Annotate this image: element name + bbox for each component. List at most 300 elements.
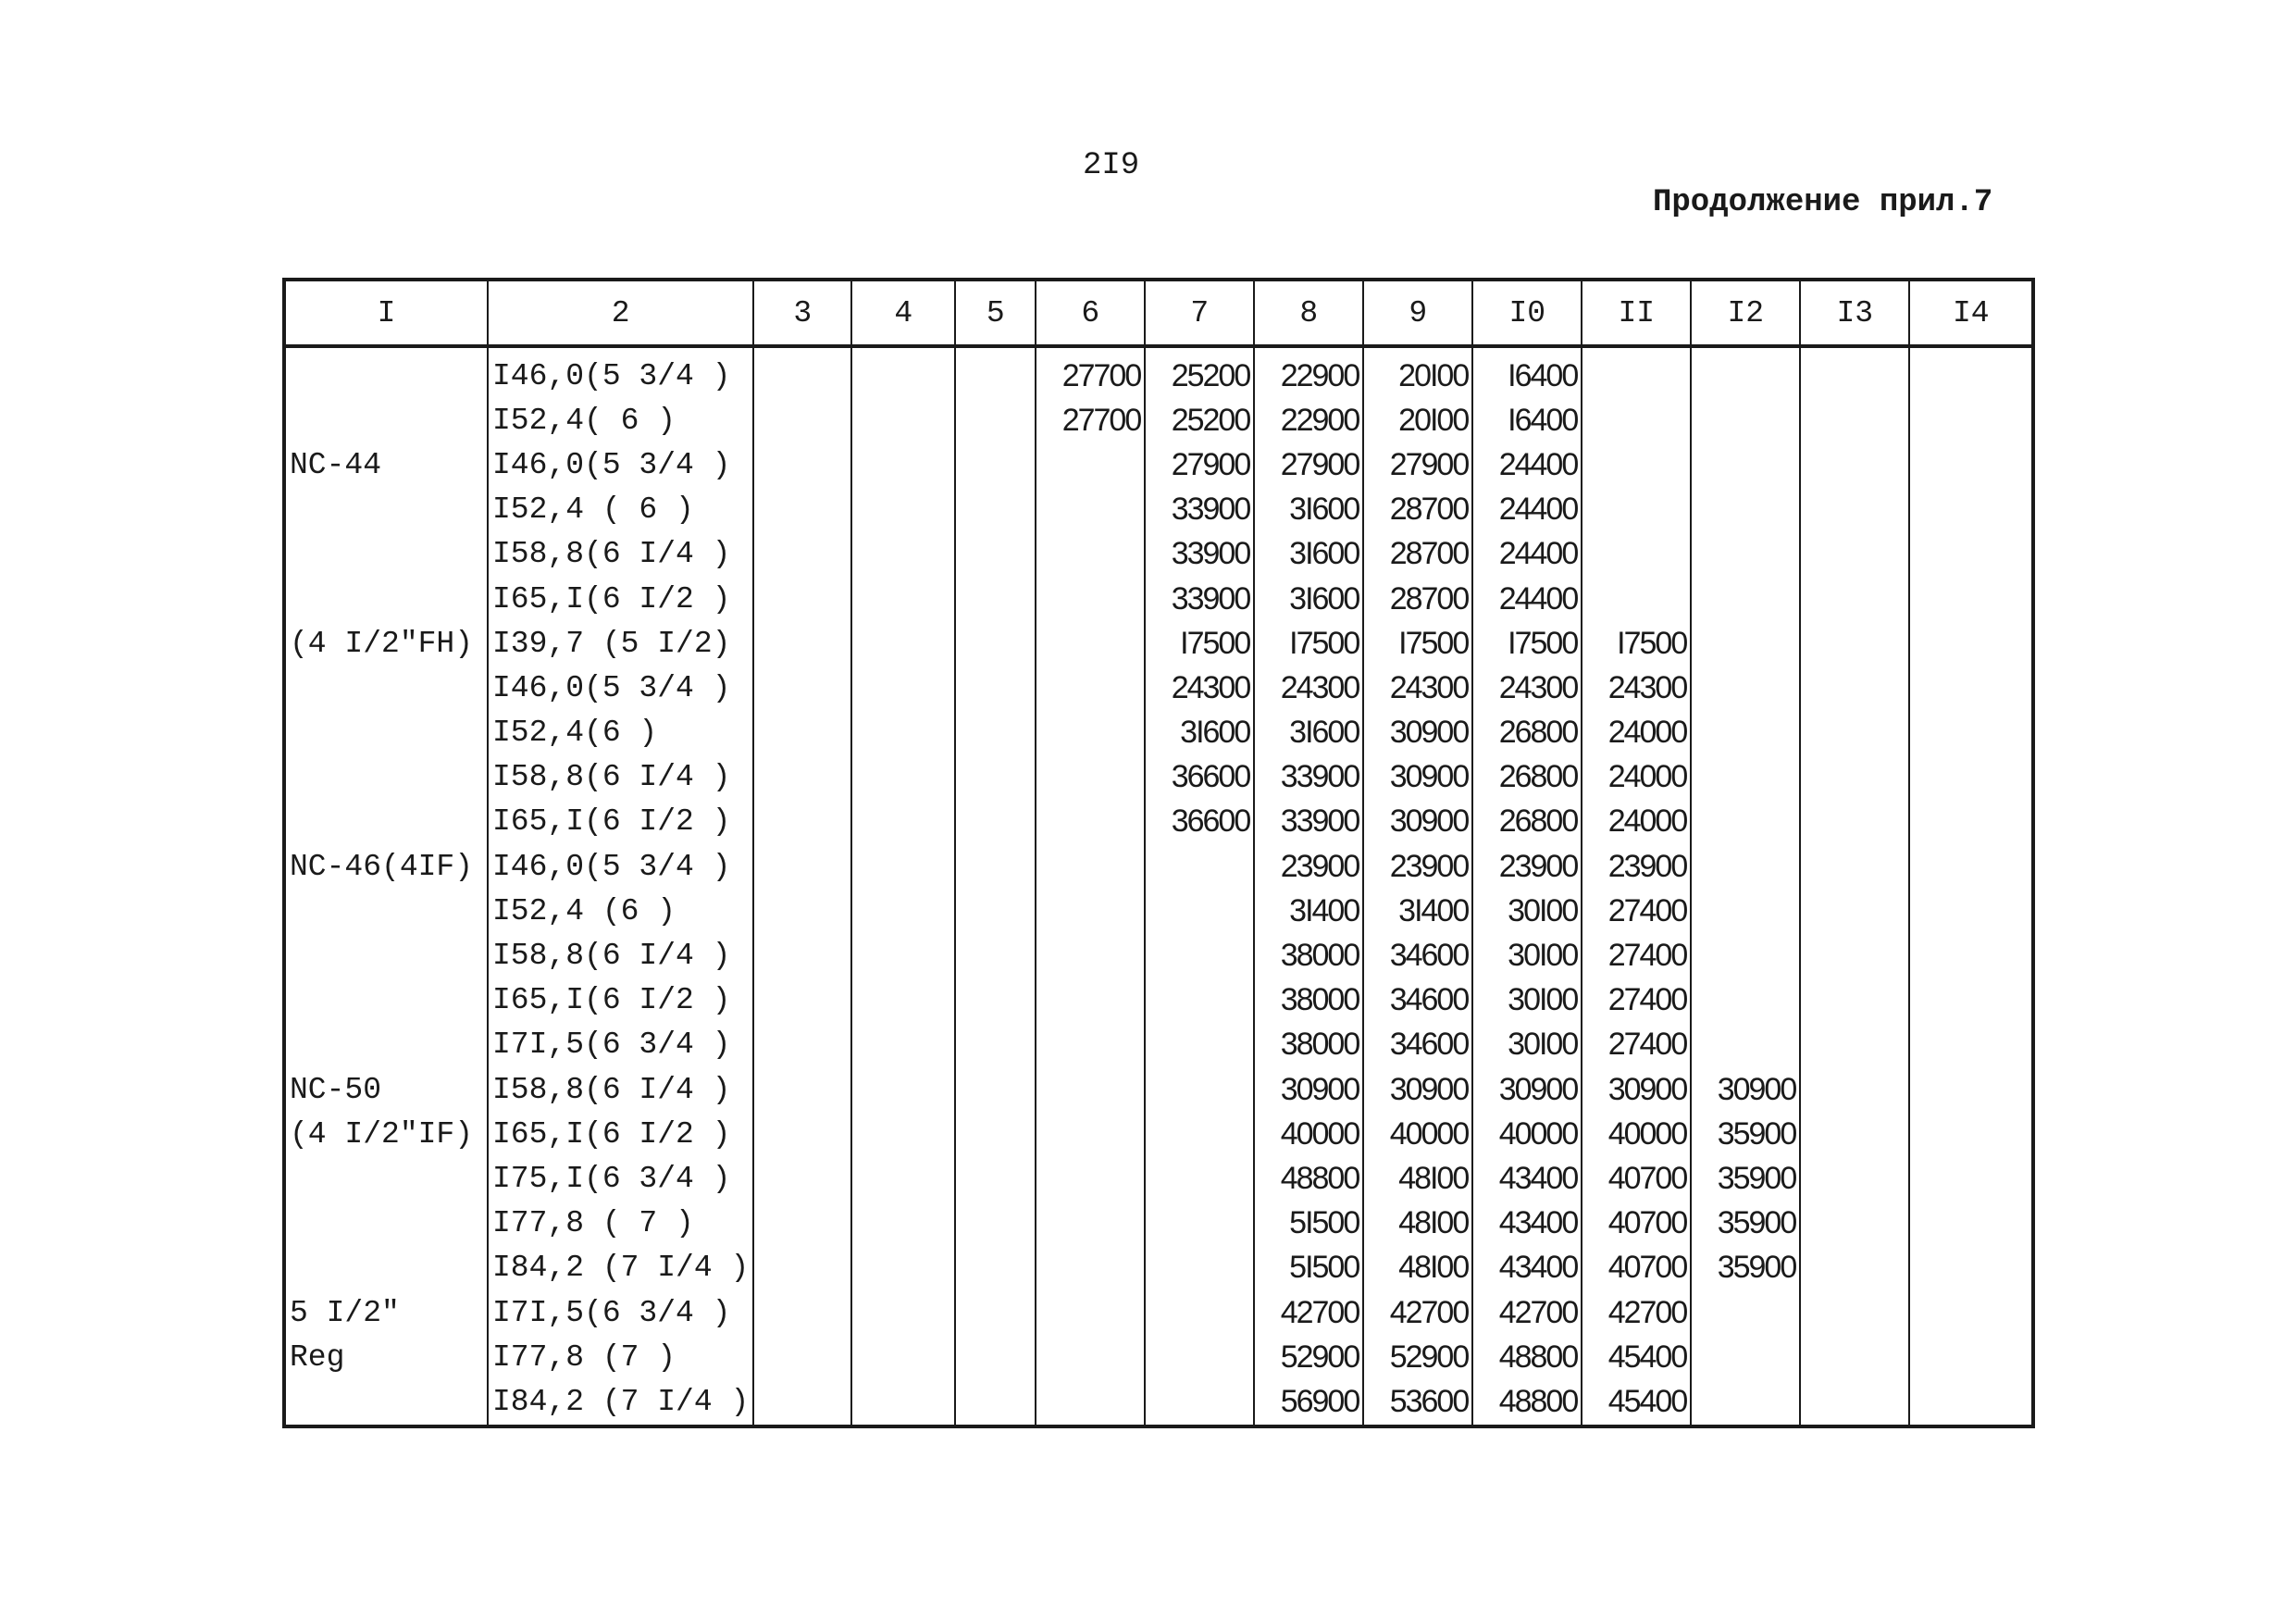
thread-type-cell [284, 666, 488, 710]
value-cell [1036, 442, 1145, 487]
value-cell [851, 1290, 955, 1335]
value-cell: 24400 [1472, 532, 1582, 577]
value-cell [1691, 1290, 1800, 1335]
thread-type-cell: 5 I/2" [284, 1290, 488, 1335]
value-cell [753, 1112, 851, 1156]
value-cell: 3I600 [1145, 711, 1254, 755]
value-cell [1691, 621, 1800, 666]
value-cell [851, 1156, 955, 1201]
value-cell [1145, 844, 1254, 889]
value-cell [753, 1023, 851, 1067]
value-cell: 30I00 [1472, 889, 1582, 933]
value-cell [955, 844, 1036, 889]
value-cell [955, 532, 1036, 577]
thread-type-cell [284, 1023, 488, 1067]
value-cell [1800, 532, 1909, 577]
value-cell: 24000 [1582, 711, 1691, 755]
thread-type-cell: Reg [284, 1335, 488, 1379]
value-cell [1909, 442, 2033, 487]
value-cell [1036, 1112, 1145, 1156]
thread-type-cell [284, 755, 488, 800]
value-cell: 33900 [1145, 577, 1254, 621]
value-cell [753, 577, 851, 621]
value-cell [1145, 1335, 1254, 1379]
value-cell: 25200 [1145, 398, 1254, 442]
value-cell: 42700 [1363, 1290, 1472, 1335]
value-cell [1691, 711, 1800, 755]
value-cell: 23900 [1582, 844, 1691, 889]
value-cell [1800, 1112, 1909, 1156]
value-cell [1036, 1246, 1145, 1290]
value-cell: 27400 [1582, 978, 1691, 1023]
table-row [284, 1246, 2033, 1290]
value-cell: I6400 [1472, 346, 1582, 398]
value-cell [1145, 1246, 1254, 1290]
value-cell [1582, 346, 1691, 398]
value-cell [753, 346, 851, 398]
value-cell: 23900 [1254, 844, 1363, 889]
value-cell: 27900 [1254, 442, 1363, 487]
value-cell [851, 1067, 955, 1112]
value-cell [1582, 577, 1691, 621]
value-cell [1800, 800, 1909, 844]
value-cell: 34600 [1363, 933, 1472, 978]
table-row [284, 1379, 2033, 1426]
value-cell [1800, 666, 1909, 710]
value-cell: 26800 [1472, 800, 1582, 844]
value-cell [1800, 978, 1909, 1023]
value-cell [1800, 755, 1909, 800]
value-cell: I7500 [1582, 621, 1691, 666]
value-cell: 53600 [1363, 1379, 1472, 1426]
value-cell [753, 442, 851, 487]
header-row [284, 280, 2033, 346]
value-cell: 35900 [1691, 1156, 1800, 1201]
value-cell: 24000 [1582, 800, 1691, 844]
value-cell [1909, 1067, 2033, 1112]
value-cell [955, 1246, 1036, 1290]
value-cell [1145, 889, 1254, 933]
value-cell [1800, 844, 1909, 889]
value-cell [955, 1112, 1036, 1156]
value-cell [1800, 1156, 1909, 1201]
value-cell [1036, 844, 1145, 889]
continuation-heading: Продолжение прил.7 [1653, 185, 1993, 220]
value-cell [1036, 800, 1145, 844]
value-cell: 30900 [1691, 1067, 1800, 1112]
value-cell [1582, 488, 1691, 532]
value-cell [955, 1023, 1036, 1067]
column-header-5: 5 [955, 280, 1036, 346]
value-cell: 38000 [1254, 1023, 1363, 1067]
value-cell: 35900 [1691, 1246, 1800, 1290]
value-cell: 27400 [1582, 1023, 1691, 1067]
value-cell [753, 978, 851, 1023]
diameter-cell: I58,8(6 I/4 ) [488, 755, 753, 800]
table-row [284, 442, 2033, 487]
value-cell: 48I00 [1363, 1246, 1472, 1290]
value-cell [1909, 666, 2033, 710]
value-cell: 45400 [1582, 1379, 1691, 1426]
diameter-cell: I65,I(6 I/2 ) [488, 577, 753, 621]
thread-type-cell [284, 346, 488, 398]
value-cell [753, 488, 851, 532]
page-number: 2I9 [1083, 148, 1140, 183]
value-cell: I7500 [1363, 621, 1472, 666]
table-row [284, 1023, 2033, 1067]
value-cell [1691, 577, 1800, 621]
value-cell [955, 1067, 1036, 1112]
value-cell: 27400 [1582, 889, 1691, 933]
value-cell [1691, 755, 1800, 800]
value-cell [753, 398, 851, 442]
value-cell [1909, 1379, 2033, 1426]
value-cell: 23900 [1363, 844, 1472, 889]
value-cell [1036, 1067, 1145, 1112]
value-cell: 48I00 [1363, 1156, 1472, 1201]
value-cell: 27900 [1145, 442, 1254, 487]
value-cell: 30900 [1363, 711, 1472, 755]
value-cell [1909, 1112, 2033, 1156]
table-row [284, 889, 2033, 933]
thread-type-cell [284, 978, 488, 1023]
value-cell [753, 1202, 851, 1246]
value-cell [1036, 1335, 1145, 1379]
diameter-cell: I52,4(6 ) [488, 711, 753, 755]
value-cell [955, 346, 1036, 398]
value-cell [1691, 398, 1800, 442]
value-cell: 35900 [1691, 1202, 1800, 1246]
value-cell: 20I00 [1363, 346, 1472, 398]
value-cell [1800, 398, 1909, 442]
value-cell [1800, 621, 1909, 666]
value-cell [1800, 711, 1909, 755]
value-cell [1145, 1156, 1254, 1201]
value-cell [1691, 488, 1800, 532]
diameter-cell: I46,0(5 3/4 ) [488, 666, 753, 710]
column-header-8: 8 [1254, 280, 1363, 346]
diameter-cell: I52,4 (6 ) [488, 889, 753, 933]
value-cell: 3I600 [1254, 532, 1363, 577]
table-body [284, 346, 2033, 1426]
value-cell: 34600 [1363, 978, 1472, 1023]
value-cell [1909, 488, 2033, 532]
value-cell: 24000 [1582, 755, 1691, 800]
value-cell: 43400 [1472, 1202, 1582, 1246]
thread-type-cell: (4 I/2"FH) [284, 621, 488, 666]
value-cell [1036, 621, 1145, 666]
value-cell [753, 1156, 851, 1201]
value-cell: 28700 [1363, 532, 1472, 577]
thread-type-cell: NC-44 [284, 442, 488, 487]
table-row [284, 577, 2033, 621]
value-cell [1800, 1335, 1909, 1379]
value-cell: 56900 [1254, 1379, 1363, 1426]
thread-type-cell [284, 889, 488, 933]
value-cell [1036, 1202, 1145, 1246]
value-cell [1691, 978, 1800, 1023]
value-cell [1145, 933, 1254, 978]
value-cell [1691, 889, 1800, 933]
value-cell [1800, 577, 1909, 621]
thread-type-cell [284, 1202, 488, 1246]
value-cell [1909, 1023, 2033, 1067]
diameter-cell: I7I,5(6 3/4 ) [488, 1290, 753, 1335]
value-cell [1800, 889, 1909, 933]
value-cell [851, 1202, 955, 1246]
value-cell [1145, 1290, 1254, 1335]
table-row [284, 1156, 2033, 1201]
value-cell [955, 755, 1036, 800]
value-cell [1691, 1335, 1800, 1379]
value-cell [1909, 755, 2033, 800]
value-cell [1691, 532, 1800, 577]
thread-type-cell [284, 577, 488, 621]
column-header-11: II [1582, 280, 1691, 346]
value-cell: 36600 [1145, 755, 1254, 800]
value-cell: 42700 [1472, 1290, 1582, 1335]
value-cell: 48I00 [1363, 1202, 1472, 1246]
value-cell [1691, 442, 1800, 487]
diameter-cell: I52,4 ( 6 ) [488, 488, 753, 532]
data-table [282, 278, 2035, 1428]
value-cell [753, 1246, 851, 1290]
value-cell [1145, 1067, 1254, 1112]
diameter-cell: I84,2 (7 I/4 ) [488, 1246, 753, 1290]
value-cell [955, 1290, 1036, 1335]
thread-type-cell [284, 800, 488, 844]
thread-type-cell [284, 398, 488, 442]
value-cell [1036, 577, 1145, 621]
table-row [284, 1067, 2033, 1112]
value-cell [1691, 844, 1800, 889]
diameter-cell: I84,2 (7 I/4 ) [488, 1379, 753, 1426]
value-cell: 40000 [1472, 1112, 1582, 1156]
table-row [284, 621, 2033, 666]
value-cell [753, 933, 851, 978]
value-cell [753, 1067, 851, 1112]
value-cell: 40000 [1582, 1112, 1691, 1156]
value-cell: 28700 [1363, 577, 1472, 621]
value-cell [851, 621, 955, 666]
value-cell [955, 577, 1036, 621]
value-cell [955, 666, 1036, 710]
value-cell: 30I00 [1472, 1023, 1582, 1067]
value-cell: 40000 [1363, 1112, 1472, 1156]
value-cell: I7500 [1254, 621, 1363, 666]
value-cell: 27700 [1036, 398, 1145, 442]
column-header-14: I4 [1909, 280, 2033, 346]
table-row [284, 666, 2033, 710]
value-cell: I7500 [1472, 621, 1582, 666]
value-cell [1909, 711, 2033, 755]
value-cell [1909, 532, 2033, 577]
value-cell: 24400 [1472, 442, 1582, 487]
value-cell [955, 621, 1036, 666]
value-cell [955, 978, 1036, 1023]
value-cell: 22900 [1254, 346, 1363, 398]
value-cell: 27400 [1582, 933, 1691, 978]
diameter-cell: I58,8(6 I/4 ) [488, 532, 753, 577]
value-cell [753, 755, 851, 800]
diameter-cell: I77,8 (7 ) [488, 1335, 753, 1379]
value-cell [1691, 1023, 1800, 1067]
value-cell: 30900 [1254, 1067, 1363, 1112]
diameter-cell: I65,I(6 I/2 ) [488, 978, 753, 1023]
value-cell [753, 889, 851, 933]
value-cell [1582, 532, 1691, 577]
value-cell [1800, 1246, 1909, 1290]
value-cell [753, 532, 851, 577]
value-cell: 33900 [1254, 755, 1363, 800]
value-cell [851, 978, 955, 1023]
value-cell: 40700 [1582, 1246, 1691, 1290]
value-cell [1800, 1023, 1909, 1067]
column-header-9: 9 [1363, 280, 1472, 346]
value-cell: 33900 [1254, 800, 1363, 844]
column-header-6: 6 [1036, 280, 1145, 346]
value-cell: 20I00 [1363, 398, 1472, 442]
value-cell [1145, 978, 1254, 1023]
value-cell: 43400 [1472, 1246, 1582, 1290]
diameter-cell: I52,4( 6 ) [488, 398, 753, 442]
value-cell: 23900 [1472, 844, 1582, 889]
thread-type-cell [284, 1156, 488, 1201]
value-cell [1909, 978, 2033, 1023]
value-cell [1691, 1379, 1800, 1426]
value-cell: 3I400 [1254, 889, 1363, 933]
value-cell [851, 889, 955, 933]
value-cell [1036, 978, 1145, 1023]
value-cell [1145, 1112, 1254, 1156]
thread-type-cell [284, 933, 488, 978]
diameter-cell: I46,0(5 3/4 ) [488, 844, 753, 889]
value-cell [1909, 1246, 2033, 1290]
table-row [284, 978, 2033, 1023]
value-cell: 24400 [1472, 577, 1582, 621]
thread-type-cell [284, 711, 488, 755]
value-cell: 38000 [1254, 978, 1363, 1023]
value-cell [1800, 488, 1909, 532]
thread-type-cell: (4 I/2"IF) [284, 1112, 488, 1156]
diameter-cell: I7I,5(6 3/4 ) [488, 1023, 753, 1067]
diameter-cell: I65,I(6 I/2 ) [488, 1112, 753, 1156]
value-cell: 40000 [1254, 1112, 1363, 1156]
value-cell [1582, 398, 1691, 442]
value-cell [1800, 1379, 1909, 1426]
value-cell [1800, 933, 1909, 978]
value-cell: 26800 [1472, 755, 1582, 800]
value-cell: 36600 [1145, 800, 1254, 844]
table-row [284, 398, 2033, 442]
diameter-cell: I58,8(6 I/4 ) [488, 933, 753, 978]
value-cell: I7500 [1145, 621, 1254, 666]
value-cell [753, 1290, 851, 1335]
value-cell [1036, 1290, 1145, 1335]
value-cell [1909, 398, 2033, 442]
table-row [284, 1290, 2033, 1335]
thread-type-cell [284, 488, 488, 532]
value-cell [851, 755, 955, 800]
value-cell: 35900 [1691, 1112, 1800, 1156]
table-row [284, 488, 2033, 532]
value-cell [851, 1112, 955, 1156]
value-cell: 33900 [1145, 532, 1254, 577]
value-cell: 30I00 [1472, 933, 1582, 978]
value-cell [851, 1379, 955, 1426]
value-cell: 38000 [1254, 933, 1363, 978]
value-cell [955, 398, 1036, 442]
column-header-3: 3 [753, 280, 851, 346]
value-cell [851, 711, 955, 755]
value-cell [955, 889, 1036, 933]
value-cell: 3I600 [1254, 711, 1363, 755]
value-cell: 48800 [1254, 1156, 1363, 1201]
value-cell [851, 1246, 955, 1290]
value-cell: 30900 [1363, 1067, 1472, 1112]
value-cell: 24300 [1254, 666, 1363, 710]
value-cell [955, 1202, 1036, 1246]
value-cell [851, 577, 955, 621]
value-cell [1909, 933, 2033, 978]
value-cell: 30900 [1472, 1067, 1582, 1112]
value-cell [1909, 844, 2033, 889]
value-cell [1909, 800, 2033, 844]
value-cell: 40700 [1582, 1202, 1691, 1246]
diameter-cell: I39,7 (5 I/2) [488, 621, 753, 666]
value-cell [1800, 1202, 1909, 1246]
value-cell [955, 1379, 1036, 1426]
column-header-10: I0 [1472, 280, 1582, 346]
value-cell [1036, 755, 1145, 800]
value-cell: 52900 [1254, 1335, 1363, 1379]
column-header-7: 7 [1145, 280, 1254, 346]
value-cell [1800, 346, 1909, 398]
table-row [284, 711, 2033, 755]
value-cell [753, 1335, 851, 1379]
value-cell: I6400 [1472, 398, 1582, 442]
value-cell: 34600 [1363, 1023, 1472, 1067]
value-cell [1909, 577, 2033, 621]
value-cell [1909, 1202, 2033, 1246]
value-cell [1036, 1379, 1145, 1426]
table-row [284, 1202, 2033, 1246]
table-row [284, 1335, 2033, 1379]
value-cell: 28700 [1363, 488, 1472, 532]
value-cell [1800, 1067, 1909, 1112]
value-cell [1036, 1156, 1145, 1201]
value-cell: 33900 [1145, 488, 1254, 532]
value-cell [851, 666, 955, 710]
thread-type-cell [284, 1379, 488, 1426]
value-cell: 24400 [1472, 488, 1582, 532]
value-cell: 3I600 [1254, 577, 1363, 621]
diameter-cell: I46,0(5 3/4 ) [488, 442, 753, 487]
value-cell [753, 800, 851, 844]
value-cell [1691, 933, 1800, 978]
thread-type-cell: NC-46(4IF) [284, 844, 488, 889]
value-cell [1145, 1202, 1254, 1246]
value-cell [1909, 621, 2033, 666]
value-cell [1036, 488, 1145, 532]
value-cell: 52900 [1363, 1335, 1472, 1379]
value-cell [955, 442, 1036, 487]
value-cell [1691, 800, 1800, 844]
table-row [284, 755, 2033, 800]
value-cell [851, 488, 955, 532]
table-row [284, 532, 2033, 577]
value-cell [955, 1156, 1036, 1201]
